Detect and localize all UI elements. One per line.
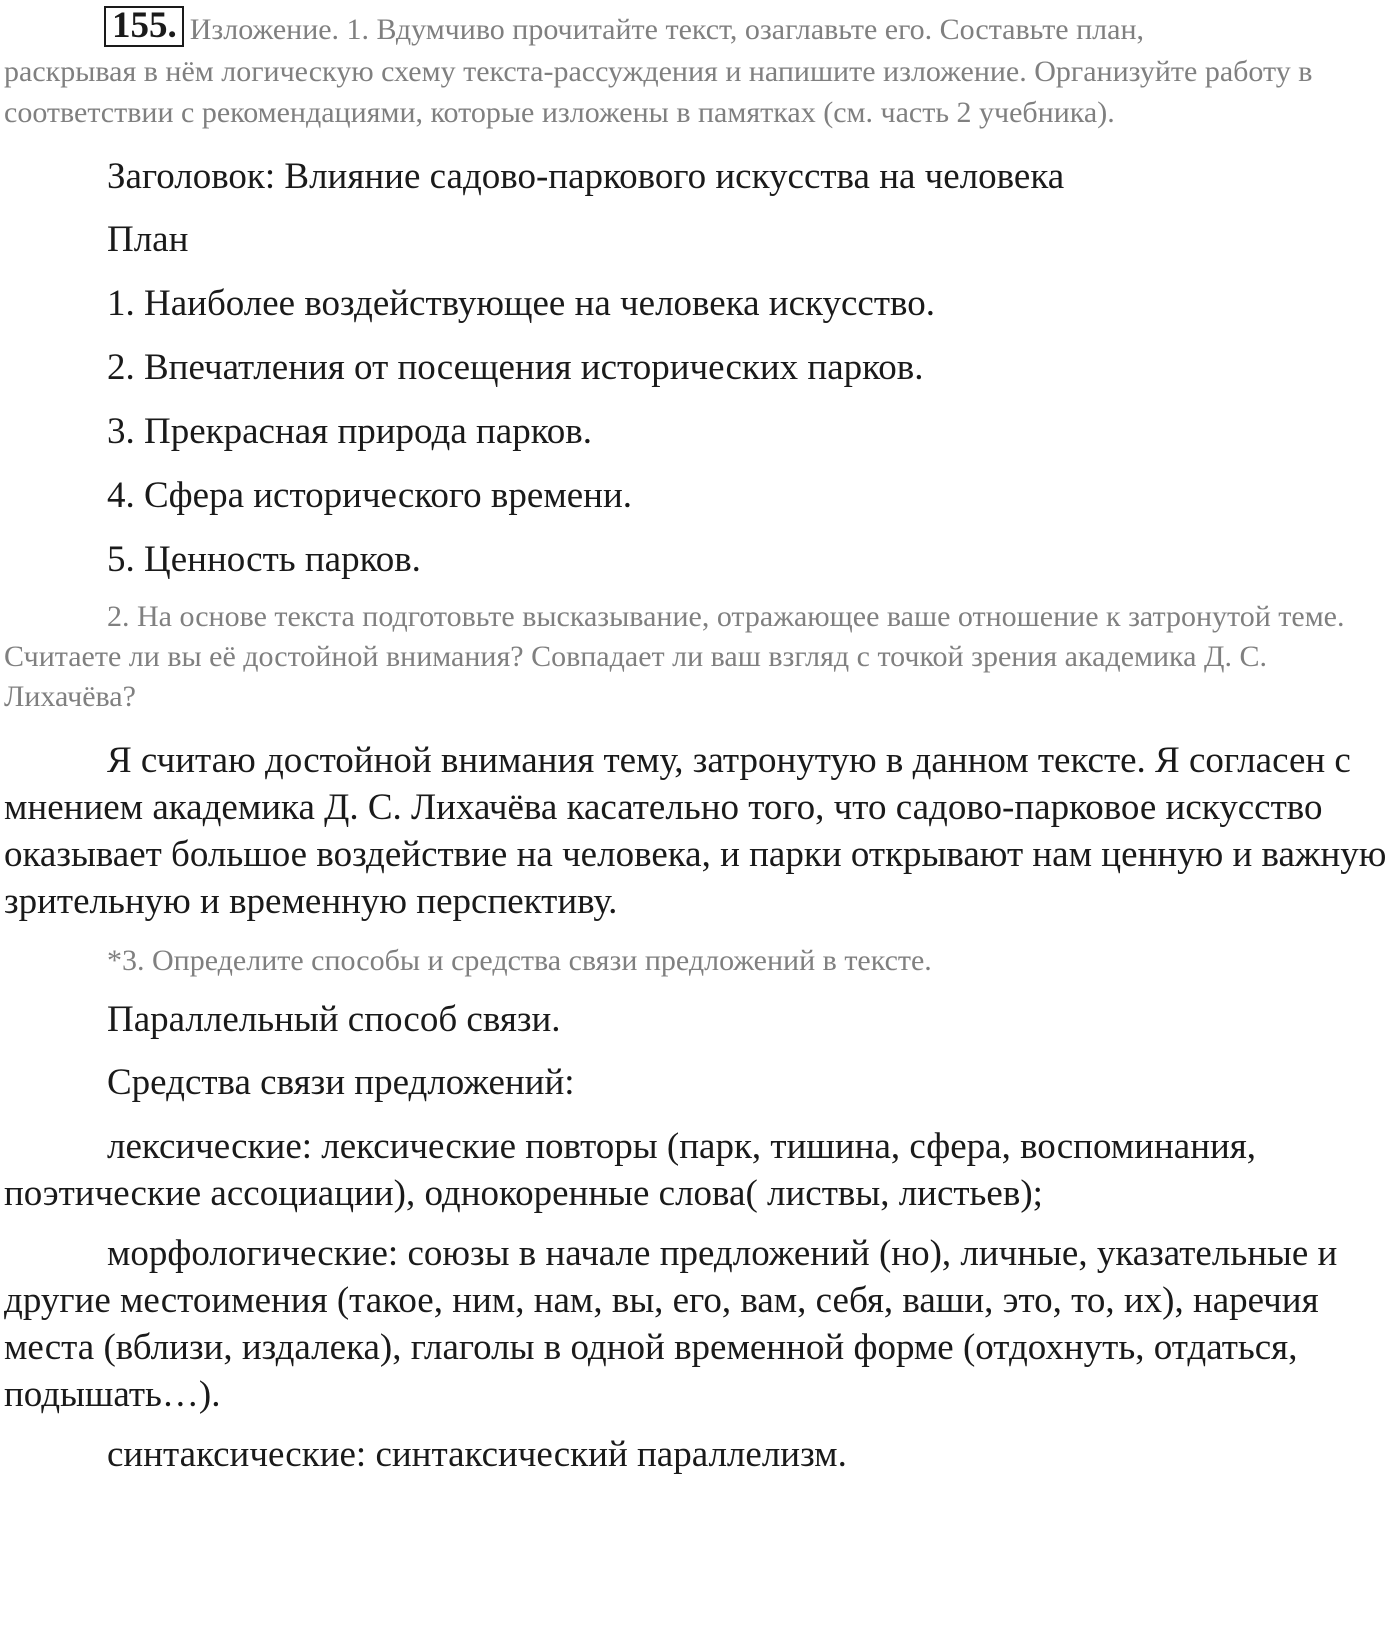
plan-heading: План — [107, 218, 189, 260]
task-2-instructions: 2. На основе текста подготовьте высказывание, отражающее ваше отношение к затронутой теме. Считаете ли вы её достойной внимания? Совпадает ли ваш взгляд с точкой зрения академика Д. С. Лихачёва? — [4, 599, 1345, 713]
task-1-line-1: Изложение. 1. Вдумчиво прочитайте текст, озаглавьте его. Составьте план, — [189, 13, 1145, 46]
answer-2: Я считаю достойной внимания тему, затронутую в данном тексте. Я согласен с мнением академика Д. С. Лихачёва касательно того, что садово-парковое искусство оказывает большое воздействие на человека, и парки открывают нам ценную и важную зрительную и временную перспективу. — [4, 739, 1387, 922]
plan-item: 5. Ценность парков. — [107, 538, 421, 580]
syntactic-means: синтаксические: синтаксический параллелизм. — [107, 1433, 847, 1475]
plan-item: 1. Наиболее воздействующее на человека искусство. — [107, 282, 935, 324]
task-1-continuation: раскрывая в нём логическую схему текста-рассуждения и напишите изложение. Организуйте работу в соответствии с рекомендациями, которые изложены в памятках (см. часть 2 учебника). — [4, 54, 1313, 129]
plan-item: 2. Впечатления от посещения исторических парков. — [107, 346, 924, 388]
exercise-number: 155. — [104, 6, 184, 47]
lexical-means: лексические: лексические повторы (парк, тишина, сфера, воспоминания, поэтические ассоциации), однокоренные слова( листвы, листьев); — [4, 1125, 1257, 1214]
answer-3-means-heading: Средства связи предложений: — [107, 1061, 575, 1103]
task-3-instructions: *3. Определите способы и средства связи предложений в тексте. — [107, 943, 932, 977]
plan-item: 3. Прекрасная природа парков. — [107, 410, 593, 452]
plan-list — [4, 282, 1400, 582]
answer-3-method: Параллельный способ связи. — [107, 998, 561, 1040]
title-line: Заголовок: Влияние садово-паркового искусства на человека — [107, 155, 1065, 197]
task-1-instructions — [4, 6, 1398, 51]
morphological-means: морфологические: союзы в начале предложений (но), личные, указательные и другие местоимения (такое, ним, нам, вы, его, вам, себя, ваши, это, то, их), наречия места (вблизи, издалека), глаголы в одной временной форме (отдохнуть, отдаться, подышать…). — [4, 1232, 1338, 1415]
plan-item: 4. Сфера исторического времени. — [107, 474, 633, 516]
